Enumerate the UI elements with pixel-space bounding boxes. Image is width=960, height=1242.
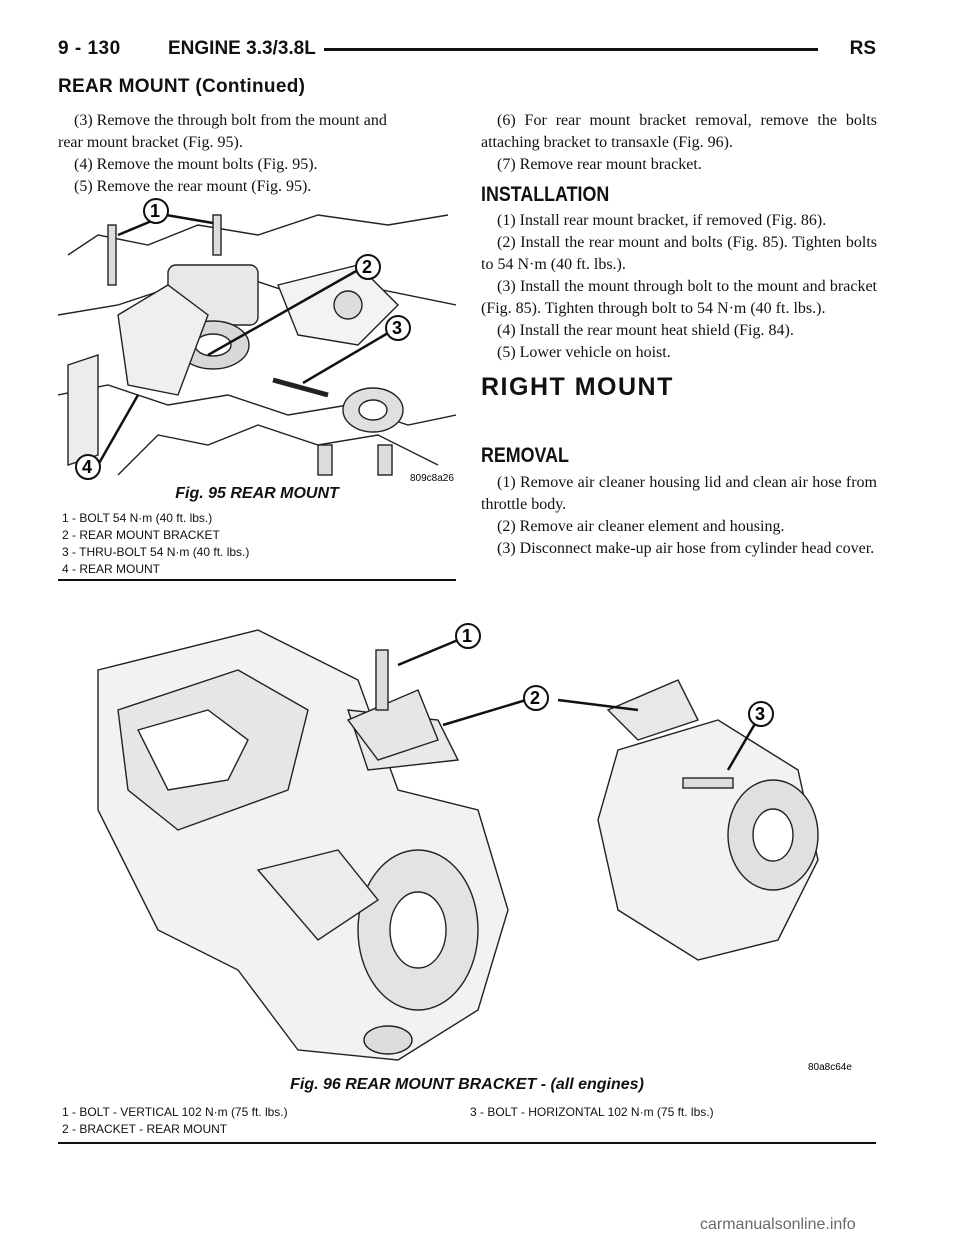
legend-item: 3 - BOLT - HORIZONTAL 102 N·m (75 ft. lbs.) bbox=[470, 1105, 714, 1119]
legend-item: 1 - BOLT 54 N·m (40 ft. lbs.) bbox=[62, 511, 213, 525]
svg-text:2: 2 bbox=[362, 257, 373, 277]
svg-text:2: 2 bbox=[530, 688, 541, 708]
step: (2) Install the rear mount and bolts (Fig. 85). Tighten bolts to 54 N·m (40 ft. lbs.). bbox=[481, 234, 877, 273]
step: (5) Lower vehicle on hoist. bbox=[497, 344, 671, 361]
svg-text:3: 3 bbox=[755, 704, 766, 724]
legend-item: 4 - REAR MOUNT bbox=[62, 562, 161, 576]
figure-code: 80a8c64e bbox=[808, 1062, 852, 1073]
svg-text:1: 1 bbox=[462, 626, 473, 646]
paragraph: (5) Remove the rear mount (Fig. 95). bbox=[74, 178, 312, 195]
removal-steps bbox=[481, 472, 877, 560]
model-code: RS bbox=[849, 38, 876, 59]
fig95-legend bbox=[62, 510, 249, 578]
svg-text:4: 4 bbox=[82, 457, 93, 477]
legend-item: 2 - REAR MOUNT BRACKET bbox=[62, 528, 220, 542]
callout-1 bbox=[144, 199, 168, 223]
section-title: ENGINE 3.3/3.8L bbox=[168, 38, 316, 59]
rear-mount-bracket-illustration bbox=[58, 610, 876, 1078]
callout-1 bbox=[456, 624, 480, 648]
step: (2) Remove air cleaner element and housing. bbox=[497, 518, 785, 535]
paragraph: (7) Remove rear mount bracket. bbox=[497, 156, 702, 173]
continued-title: REAR MOUNT (Continued) bbox=[58, 76, 306, 97]
legend-item: 3 - THRU-BOLT 54 N·m (40 ft. lbs.) bbox=[62, 545, 250, 559]
right-column bbox=[481, 110, 877, 176]
svg-text:1: 1 bbox=[150, 201, 161, 221]
step: (4) Install the rear mount heat shield (Fig. 84). bbox=[497, 322, 794, 339]
paragraph: rear mount bracket (Fig. 95). bbox=[58, 134, 243, 151]
step: (3) Disconnect make-up air hose from cylinder head cover. bbox=[497, 540, 875, 557]
svg-text:3: 3 bbox=[392, 318, 403, 338]
legend-item: 1 - BOLT - VERTICAL 102 N·m (75 ft. lbs.) bbox=[62, 1105, 288, 1119]
paragraph: (6) For rear mount bracket removal, remove the bolts attaching bracket to transaxle (Fig. 96). bbox=[481, 112, 877, 151]
paragraph: (3) Remove the through bolt from the mount and bbox=[74, 112, 387, 129]
page-number: 9 - 130 bbox=[58, 38, 121, 59]
step: (3) Install the mount through bolt to the mount and bracket (Fig. 85). Tighten through bolt to 54 N·m (40 ft. lbs.). bbox=[481, 278, 877, 317]
callout-3 bbox=[749, 702, 773, 726]
legend-item: 2 - BRACKET - REAR MOUNT bbox=[62, 1122, 228, 1136]
callout-2 bbox=[524, 686, 548, 710]
callout-2 bbox=[356, 255, 380, 279]
fig96-legend-left bbox=[62, 1104, 288, 1138]
fig96-rule bbox=[58, 1142, 876, 1144]
right-mount-heading: RIGHT MOUNT bbox=[481, 373, 674, 401]
step: (1) Remove air cleaner housing lid and clean air hose from throttle body. bbox=[481, 474, 877, 513]
left-column bbox=[58, 110, 454, 198]
page-header bbox=[58, 38, 876, 78]
installation-heading: INSTALLATION bbox=[481, 183, 610, 206]
fig96-caption: Fig. 96 REAR MOUNT BRACKET - (all engines) bbox=[290, 1076, 644, 1093]
installation-steps bbox=[481, 210, 877, 364]
fig95-rule bbox=[58, 579, 456, 581]
watermark[interactable]: carmanualsonline.info bbox=[700, 1216, 856, 1233]
step: (1) Install rear mount bracket, if removed (Fig. 86). bbox=[497, 212, 827, 229]
callout-4 bbox=[76, 455, 100, 479]
callout-3 bbox=[386, 316, 410, 340]
removal-heading: REMOVAL bbox=[481, 444, 569, 467]
header-rule bbox=[324, 48, 818, 51]
paragraph: (4) Remove the mount bolts (Fig. 95). bbox=[74, 156, 318, 173]
fig95-caption: Fig. 95 REAR MOUNT bbox=[175, 485, 339, 502]
fig96-legend-right bbox=[470, 1104, 714, 1121]
figure-code: 809c8a26 bbox=[410, 473, 454, 484]
rear-mount-illustration bbox=[58, 195, 456, 487]
